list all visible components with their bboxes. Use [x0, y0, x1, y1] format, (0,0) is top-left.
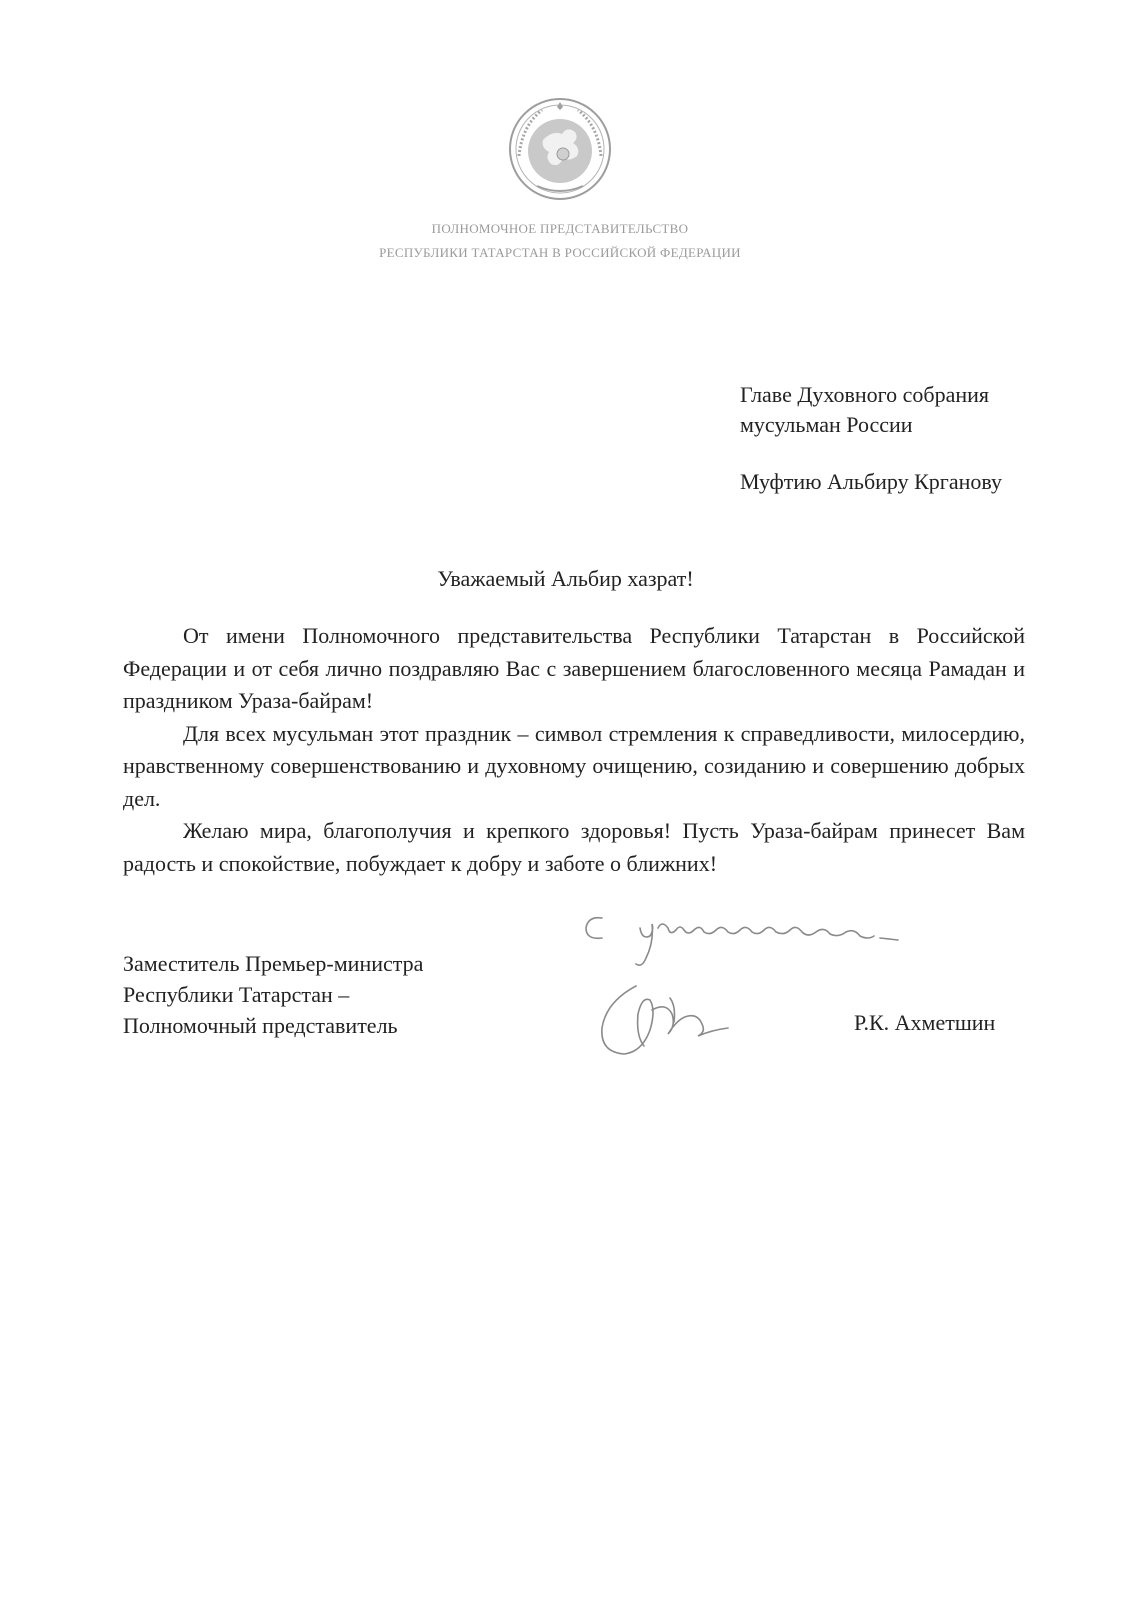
signatory-name: Р.К. Ахметшин: [854, 1010, 996, 1035]
organization-name-line1: ПОЛНОМОЧНОЕ ПРЕДСТАВИТЕЛЬСТВО: [431, 221, 689, 236]
paragraph-2: Для всех мусульман этот праздник – символ стремления к справедливости, милосердию, нравственному совершенствованию и духовному очищению, созиданию и совершению добрых дел.: [123, 720, 1025, 811]
signatory-title-line2: Республики Татарстан –: [123, 982, 350, 1007]
letter-body: [123, 620, 1025, 880]
addressee-line3: Муфтию Альбиру Крганову: [740, 469, 1002, 494]
signatory-title-line1: Заместитель Премьер-министра: [123, 951, 424, 976]
paragraph-3: Желаю мира, благополучия и крепкого здоровья! Пусть Ураза-байрам принесет Вам радость и спокойствие, побуждает к добру и заботе о ближних!: [123, 818, 1025, 876]
paragraph-1: От имени Полномочного представительства Республики Татарстан в Российской Федерации и от себя лично поздравляю Вас с завершением благословенного месяца Рамадан и праздником Ураза-байрам!: [123, 623, 1025, 713]
coat-of-arms-emblem: [507, 96, 613, 202]
organization-name-line2: РЕСПУБЛИКИ ТАТАРСТАН В РОССИЙСКОЙ ФЕДЕРАЦИИ: [379, 245, 741, 260]
salutation: Уважаемый Альбир хазрат!: [437, 566, 694, 591]
addressee-line2: мусульман России: [740, 412, 913, 437]
signatory-title-line3: Полномочный представитель: [123, 1013, 398, 1038]
signatory-title: [123, 948, 423, 1041]
handwritten-signature: [580, 906, 920, 1076]
addressee-line1: Главе Духовного собрания: [740, 382, 990, 407]
